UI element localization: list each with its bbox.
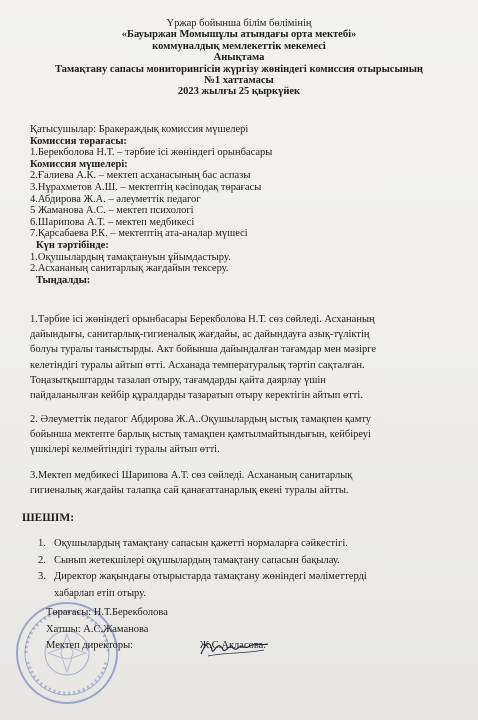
participants-line: Қатысушылар: Бракераждық комиссия мүшелері	[30, 124, 249, 135]
decision-item	[38, 553, 468, 570]
header-department: Үржар бойынша білім бөлімінің	[166, 18, 312, 29]
paragraph-line: 3.Мектеп медбикесі Шарипова А.Т. сөз сөйледі. Асхананың санитарлық	[30, 470, 353, 481]
member-item: 6.Шарипова А.Т. – мектеп медбикесі	[30, 216, 195, 228]
handwritten-signature	[198, 636, 270, 660]
paragraph-line: 2. Әлеуметтік педагог Абдирова Ж.А..Оқушылардың ыстық тамақпен қамту	[30, 414, 372, 425]
paragraph-line: дайындығы, санитарлық-гигиеналық жағдайы, ас дайындауға азық-түліктің	[30, 329, 370, 341]
member-item: 2.Ғалиева А.К. – мектеп асханасының бас аспазы	[30, 170, 251, 182]
header-doc-type: Анықтама	[213, 52, 265, 64]
chair-title: Комиссия төрағасы:	[30, 135, 127, 147]
paragraph-line: пайдаланылған кейбір құралдарды тазаратып отыру керектігін айтып өтті.	[30, 390, 363, 402]
decision-number: 3.	[38, 571, 46, 582]
header-protocol-number: №1 хаттамасы	[204, 75, 274, 87]
decision-text: Оқушылардың тамақтану сапасын қажетті нормаларға сәйкестігі.	[54, 538, 348, 549]
header-institution-type: коммуналдық мемлекеттік мекемесі	[152, 40, 326, 52]
paragraph-2	[30, 412, 470, 458]
paragraph-line: гигиеналық жағдайы талапқа сай қанағаттанарлық екені туралы айтты.	[30, 485, 349, 497]
paragraph-1	[30, 312, 470, 403]
paragraph-line: келетіндігі туралы айтып өтті. Асханада температуралық тәртіп сақталған.	[30, 359, 365, 371]
agenda-item: 2.Асхананың санитарлық жағдайын тексеру.	[30, 263, 229, 275]
secretary-signature-line: Хатшы: А.С.Жаманова	[46, 623, 149, 635]
agenda-title: Күн тәртібінде:	[36, 239, 109, 251]
decision-text: Директор жақындағы отырыстарда тамақтану жөніндегі мәліметтерді	[54, 571, 367, 582]
agenda-item: 1.Оқушылардың тамақтануын ұйымдастыру.	[30, 251, 231, 263]
chair-signature-line: Төрағасы: Н.Т.Берекболова	[46, 607, 168, 618]
paragraph-line: 1.Тәрбие ісі жөніндегі орынбасары Берекболова Н.Т. сөз сөйледі. Асхананың	[30, 314, 375, 325]
members-title: Комиссия мүшелері:	[30, 158, 128, 170]
header-school-name: «Бауыржан Момышұлы атындағы орта мектебі»	[121, 29, 357, 41]
decision-number: 2.	[38, 554, 46, 566]
director-label: Мектеп директоры:	[46, 640, 134, 651]
decision-title: ШЕШІМ:	[22, 512, 75, 524]
decision-text-continued: хабарлап етіп отыру.	[54, 587, 146, 599]
commission-section	[30, 124, 470, 286]
paragraph-3	[30, 468, 470, 498]
decision-item	[38, 569, 468, 586]
decision-list	[38, 536, 468, 602]
header-subject: Тамақтану сапасы мониторингісін жүргізу жөніндегі комиссия отырысының	[55, 63, 423, 75]
member-item: 3.Нұрахметов А.Ш. – мектептің кәсіподақ төрағасы	[30, 181, 262, 193]
decision-number: 1.	[38, 538, 46, 549]
document-header	[0, 18, 478, 98]
paragraph-line: бойынша мектепте барлық ыстық тамақпен қамтылмайтындығын, кейбіреуі	[30, 429, 371, 441]
paragraph-line: болуы туралы таныстырды. Акт бойынша дайындалған тағамдар мен мәзірге	[30, 344, 377, 356]
member-item: 7.Қарсабаева Р.К. – мектептің ата-аналар мүшесі	[30, 228, 248, 240]
member-item: 4.Абдирова Ж.А. – әлеуметтік педагог	[30, 193, 201, 205]
decision-item	[38, 536, 468, 553]
decision-text: Сынып жетекшілері оқушылардың тамақтану сапасын бақылау.	[54, 554, 340, 566]
listened-title: Тыңдалды:	[36, 274, 91, 286]
paragraph-line: үшкілері келмейтіндігі туралы айтып өтті.	[30, 444, 220, 456]
member-item: 5 Жаманова А.С. – мектеп психологі	[30, 205, 194, 217]
header-date: 2023 жылғы 25 қыркүйек	[177, 86, 301, 98]
director-name: Ж.С.Акласова.	[199, 640, 266, 651]
chair-line: 1.Берекболова Н.Т. – тәрбие ісі жөніндегі орынбасары	[30, 147, 273, 159]
paragraph-line: Тоңазытқыштарды тазалап отыру, тағамдарды қайта даярлау үшін	[30, 374, 326, 386]
